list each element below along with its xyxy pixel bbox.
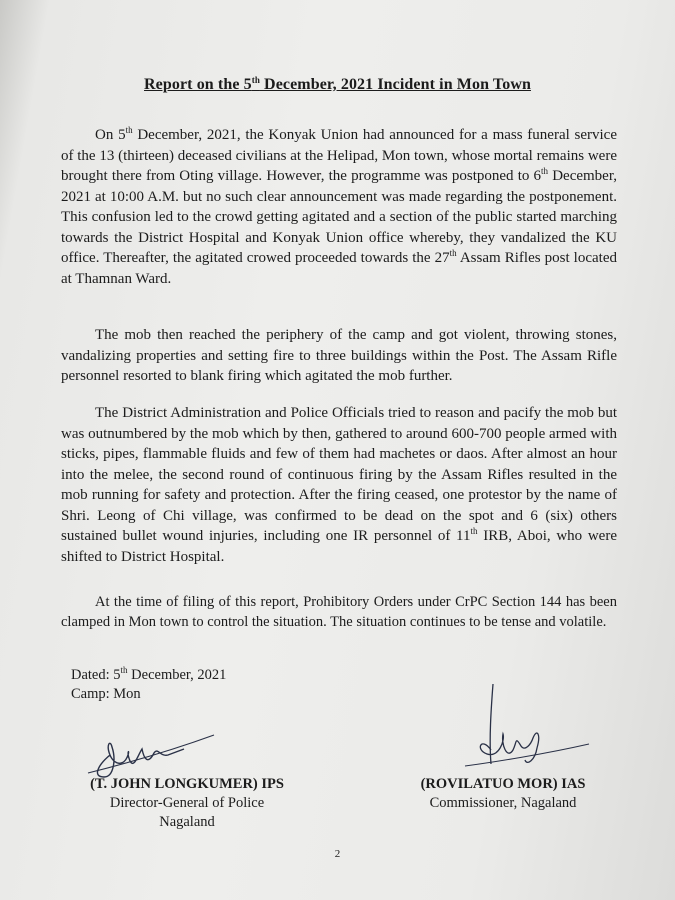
signatory-left-name: (T. JOHN LONGKUMER) IPS [90,776,284,792]
paragraph-3: The District Administration and Police Officials tried to reason and pacify the mob but was outnumbered by the mob which by then, gathered to around 600-700 people armed with sticks, pipes, flammable fluids and few of them had machetes or daos. After almost an hour into the melee, the second round of continuous firing by the Assam Rifles resulted in the mob running for safety and protection. After the firing ceased, one protestor by the name of Shri. Leong of Chi village, was confirmed to be dead on the spot and 6 (six) others sustained bullet wound injuries, including one IR personnel of 11th IRB, Aboi, who were shifted to District Hospital. [61,405,617,565]
dated-line: Dated: 5th December, 2021 [71,665,227,683]
signatory-right-role: Commissioner, Nagaland [429,795,577,811]
page-number: 2 [334,848,341,860]
signatory-right [378,775,628,813]
paragraph-1: On 5th December, 2021, the Konyak Union had announced for a mass funeral service of the 13 (thirteen) deceased civilians at the Helipad, Mon town, whose mortal remains were brought there from Oting village. However, the programme was postponed to 6th December, 2021 at 10:00 A.M. but no such clear announcement was made regarding the postponement. This confusion led to the crowd getting agitated and a section of the public started marching towards the District Hospital and Konyak Union office whereby, they vandalized the KU office. Thereafter, the agitated crowed proceeded towards the 27th Assam Rifles post located at Thamnan Ward. [61,125,617,287]
signatory-right-name: (ROVILATUO MOR) IAS [420,776,586,792]
signatory-left-state: Nagaland [159,814,215,830]
signatory-left-role: Director-General of Police [109,795,265,811]
signature-right-image [455,680,595,780]
camp-line: Camp: Mon [71,686,141,702]
paragraph-2: The mob then reached the periphery of the camp and got violent, throwing stones, vandalizing properties and setting fire to three buildings within the Post. The Assam Rifle personnel resorted to blank firing which agitated the mob further. [61,327,617,384]
paragraph-4: At the time of filing of this report, Prohibitory Orders under CrPC Section 144 has been clamped in Mon town to control the situation. The situation continues to be tense and volatile. [61,594,617,630]
signatory-left [52,775,322,832]
report-title: Report on the 5th December, 2021 Incident in Mon Town [144,75,531,93]
